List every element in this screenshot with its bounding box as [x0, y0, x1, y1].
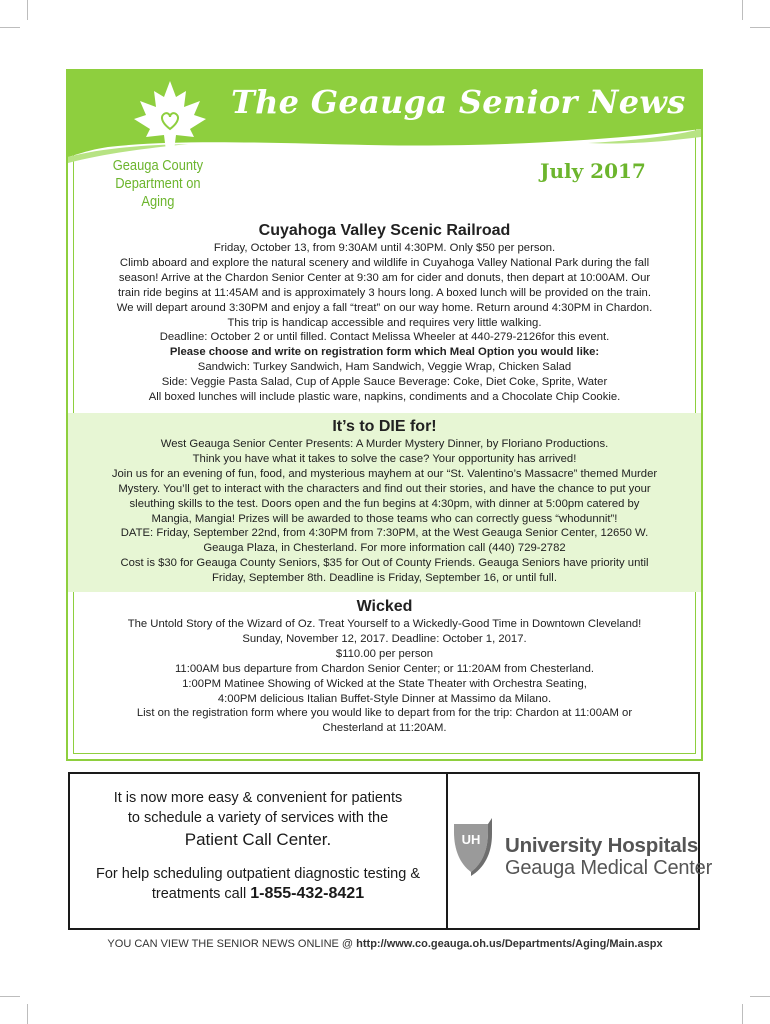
crop-mark	[742, 1004, 743, 1024]
wicked-line: The Untold Story of the Wizard of Oz. Treat Yourself to a Wickedly-Good Time in Downtown Cleveland!	[127, 618, 642, 630]
ad-line-1: It is now more easy & convenient for patients	[113, 790, 403, 806]
wicked-line: Chesterland at 11:20AM.	[322, 722, 447, 735]
wicked-heading: Wicked	[356, 598, 413, 615]
ad-line-3: Patient Call Center.	[184, 830, 332, 849]
newsletter-frame	[66, 69, 703, 761]
crop-mark	[27, 1004, 28, 1024]
crop-mark	[750, 996, 770, 997]
hospital-ad	[68, 772, 713, 930]
mystery-line: Mystery. You’ll get to interact with the characters and find out their stories, and have the chance to put your	[118, 482, 651, 495]
mystery-line: Geauga Plaza, in Chesterland. For more information call (440) 729-2782	[203, 542, 566, 555]
ad-divider	[446, 774, 448, 928]
meal-prompt: Please choose and write on registration form which Meal Option you would like:	[169, 346, 600, 359]
hospital-name: University Hospitals	[505, 834, 699, 857]
wicked-line: 1:00PM Matinee Showing of Wicked at the State Theater with Orchestra Seating,	[182, 677, 587, 690]
ad-line-5-prefix: treatments call	[151, 886, 251, 902]
mystery-section	[68, 413, 701, 592]
mystery-line: sleuthing skills to the test. Doors open and the fun begins at 4:30pm, with dinner at 5:00pm catered by	[129, 497, 640, 510]
railroad-line: This trip is handicap accessible and requires very little walking.	[227, 316, 542, 329]
meal-option: Side: Veggie Pasta Salad, Cup of Apple Sauce Beverage: Coke, Diet Coke, Sprite, Water	[161, 376, 608, 389]
footer	[0, 938, 770, 950]
railroad-line: Deadline: October 2 or until filled. Contact Melissa Wheeler at 440-279-2126for this event.	[159, 331, 610, 344]
wicked-line: Sunday, November 12, 2017. Deadline: October 1, 2017.	[242, 632, 527, 645]
railroad-line: season! Arrive at the Chardon Senior Center at 9:30 am for cider and donuts, then depart at 10:00AM. Our	[118, 271, 651, 284]
mystery-heading: It’s to DIE for!	[332, 418, 437, 435]
railroad-line: Friday, October 13, from 9:30AM until 4:30PM. Only $50 per person.	[213, 242, 556, 254]
footer-url[interactable]: http://www.co.geauga.oh.us/Departments/Aging/Main.aspx	[356, 938, 663, 950]
wicked-line: $110.00 per person	[335, 647, 434, 660]
crop-mark	[742, 0, 743, 20]
footer-text: YOU CAN VIEW THE SENIOR NEWS ONLINE @	[107, 938, 357, 950]
department-line-2: Department on Aging	[115, 175, 201, 210]
logo-letters: UH	[461, 832, 481, 847]
masthead	[68, 71, 701, 221]
crop-mark	[0, 996, 20, 997]
mystery-line: West Geauga Senior Center Presents: A Murder Mystery Dinner, by Floriano Productions.	[160, 438, 609, 450]
wicked-section	[68, 597, 701, 736]
issue-date: July 2017	[540, 159, 646, 183]
crop-mark	[0, 27, 20, 28]
ad-line-5	[74, 884, 442, 904]
ad-line-2: to schedule a variety of services with the	[127, 810, 389, 826]
medical-center-name: Geauga Medical Center	[505, 857, 713, 879]
mystery-line: Mangia, Mangia! Prizes will be awarded to those teams who can correctly guess “whodunnit”!	[151, 512, 618, 525]
department-line-1: Geauga County	[112, 157, 204, 174]
meal-option: All boxed lunches will include plastic ware, napkins, condiments and a Chocolate Chip Cookie.	[148, 391, 621, 404]
newsletter-title: The Geauga Senior News	[231, 83, 686, 121]
railroad-section	[68, 221, 701, 405]
railroad-line: We will depart around 3:30PM and enjoy a fall “treat” on our way home. Return around 4:30PM in Chardon.	[116, 301, 653, 314]
ad-phone-number: 1-855-432-8421	[250, 885, 365, 902]
railroad-line: train ride begins at 11:45AM and is approximately 3 hours long. A boxed lunch will be provided on the train.	[118, 286, 651, 299]
crop-mark	[750, 27, 770, 28]
crop-mark	[27, 0, 28, 20]
meal-option: Sandwich: Turkey Sandwich, Ham Sandwich, Veggie Wrap, Chicken Salad	[197, 361, 572, 374]
wicked-line: List on the registration form where you would like to depart from for the trip: Chardon at 11:00AM or	[136, 707, 633, 720]
railroad-heading: Cuyahoga Valley Scenic Railroad	[258, 222, 511, 239]
university-hospitals-logo-icon	[454, 814, 498, 878]
department-name	[102, 157, 214, 211]
mystery-line: Join us for an evening of fun, food, and mysterious mayhem at our “St. Valentino’s Massacre” themed Murder	[111, 467, 658, 480]
mystery-line: DATE: Friday, September 22nd, from 4:30PM from 7:30PM, at the West Geauga Senior Center, 12650 W.	[120, 527, 649, 540]
wicked-line: 11:00AM bus departure from Chardon Senior Center; or 11:20AM from Chesterland.	[174, 662, 595, 675]
mystery-line: Cost is $30 for Geauga County Seniors, $35 for Out of County Friends. Geauga Seniors have priority until	[120, 557, 649, 570]
mystery-line: Friday, September 8th. Deadline is Friday, September 16, or until full.	[212, 572, 557, 585]
railroad-line: Climb aboard and explore the natural scenery and wildlife in Cuyahoga Valley National Park during the fall	[119, 256, 650, 269]
maple-leaf-heart-icon	[130, 77, 210, 157]
wicked-line: 4:00PM delicious Italian Buffet-Style Dinner at Massimo da Milano.	[217, 692, 552, 705]
ad-line-4: For help scheduling outpatient diagnostic testing &	[95, 866, 421, 882]
mystery-line: Think you have what it takes to solve the case? Your opportunity has arrived!	[192, 452, 577, 465]
ad-text	[74, 788, 442, 904]
